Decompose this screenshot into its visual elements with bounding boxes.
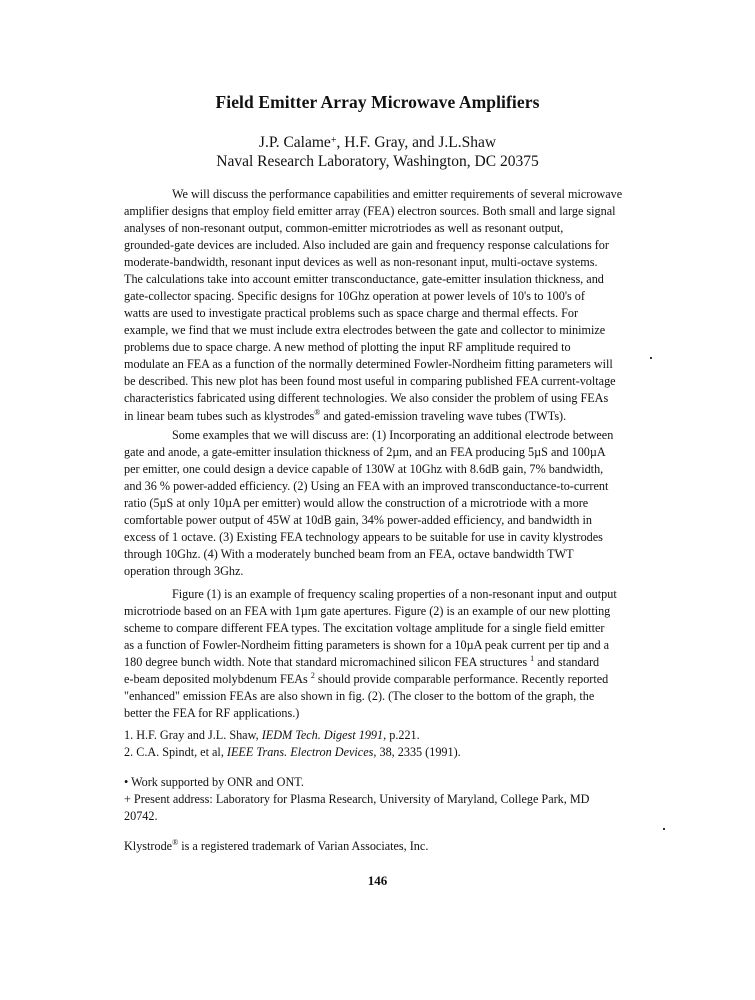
text-span: and gated-emission traveling wave tubes (TWTs). (320, 409, 567, 423)
registered-mark: ® (314, 408, 321, 417)
affiliation: Naval Research Laboratory, Washington, DC 20375 (216, 153, 539, 170)
text-line: comfortable power output of 45W at 10dB gain, 34% power-added efficiency, and bandwidth in (124, 513, 592, 527)
text-line: scheme to compare different FEA types. The excitation voltage amplitude for a single field emitter (124, 621, 605, 635)
citation-ref: 2 (310, 671, 315, 680)
text-line: gate and anode, a gate-emitter insulation thickness of 2µm, and an FEA producing 5µS and 100µA (124, 445, 606, 459)
text-line: gate-collector spacing. Specific designs for 10Ghz operation at power levels of 10's to 100's of (124, 289, 585, 303)
text-line: modulate an FEA as a function of the normally determined Fowler-Nordheim fitting parameters will (124, 357, 613, 371)
registered-mark: ® (172, 838, 179, 847)
footnote-address-cont: 20742. (124, 809, 158, 823)
author-footnote-mark: + (330, 135, 337, 146)
scan-speck (650, 357, 652, 359)
text-line: Some examples that we will discuss are: (1) Incorporating an additional electrode between (172, 428, 614, 442)
text-line: amplifier designs that employ field emitter array (FEA) electron sources. Both small and large signal (124, 204, 616, 218)
text-line: characteristics fabricated using different technologies. We also consider the problem of using FEAs (124, 391, 609, 405)
text-line (124, 408, 566, 424)
text-line (124, 671, 608, 687)
author-block (0, 133, 755, 171)
text-span: Klystrode (124, 839, 173, 853)
text-line: ratio (5µS at only 10µA per emitter) would allow the construction of a microtriode with a more (124, 496, 589, 510)
text-line (124, 654, 599, 670)
text-line: problems due to space charge. A new method of plotting the input RF amplitude required to (124, 340, 571, 354)
text-line: Figure (1) is an example of frequency scaling properties of a non-resonant input and output (172, 587, 617, 601)
text-span: should provide comparable performance. Recently reported (314, 672, 609, 686)
citation-ref: 1 (530, 654, 535, 663)
scan-speck (663, 828, 665, 830)
page-number: 146 (367, 873, 388, 888)
author-names-rest: , H.F. Gray, and J.L.Shaw (336, 134, 497, 151)
text-line: better the FEA for RF applications.) (124, 706, 300, 720)
text-span: , 38, 2335 (1991). (373, 745, 461, 759)
text-line: example, we find that we must include extra electrodes between the gate and collector to minimize (124, 323, 606, 337)
text-span: in linear beam tubes such as klystrodes (124, 409, 315, 423)
text-span: e-beam deposited molybdenum FEAs (124, 672, 311, 686)
text-line: watts are used to investigate practical problems such as space charge and thermal effects. For (124, 306, 579, 320)
trademark-note (124, 838, 428, 854)
text-line: "enhanced" emission FEAs are also shown in fig. (2). (The closer to the bottom of the graph, the (124, 689, 595, 703)
text-span: is a registered trademark of Varian Associates, Inc. (178, 839, 429, 853)
author-names (0, 133, 755, 152)
text-line: and 36 % power-added efficiency. (2) Using an FEA with an improved transconductance-to-current (124, 479, 609, 493)
text-line: The calculations take into account emitter transconductance, gate-emitter insulation thickness, and (124, 272, 604, 286)
text-line: grounded-gate devices are included. Also included are gain and frequency response calculations for (124, 238, 609, 252)
footnote-support: • Work supported by ONR and ONT. (124, 775, 304, 789)
text-line: analyses of non-resonant output, common-emitter microtriodes as well as resonant output, (124, 221, 564, 235)
text-span: and standard (534, 655, 600, 669)
author-names-first: J.P. Calame (258, 134, 331, 151)
text-line: be described. This new plot has been found most useful in comparing published FEA current-voltage (124, 374, 616, 388)
paper-title: Field Emitter Array Microwave Amplifiers (215, 92, 540, 112)
text-line: microtriode based on an FEA with 1µm gate apertures. Figure (2) is an example of our new plotting (124, 604, 611, 618)
text-line: moderate-bandwidth, resonant input devices as well as non-resonant input, multi-octave systems. (124, 255, 598, 269)
text-span: , p.221. (383, 728, 420, 742)
text-line: operation through 3Ghz. (124, 564, 244, 578)
footnote-address: + Present address: Laboratory for Plasma Research, University of Maryland, College Park, MD (124, 792, 590, 806)
text-line: as a function of Fowler-Nordheim fitting parameters is shown for a 10µA peak current per tip and a (124, 638, 609, 652)
journal-name: IEEE Trans. Electron Devices (226, 745, 374, 759)
journal-name: IEDM Tech. Digest 1991 (261, 728, 384, 742)
text-span: 1. H.F. Gray and J.L. Shaw, (124, 728, 262, 742)
reference-item (124, 727, 420, 743)
text-line: through 10Ghz. (4) With a moderately bunched beam from an FEA, octave bandwidth TWT (124, 547, 574, 561)
text-span: 2. C.A. Spindt, et al, (124, 745, 227, 759)
text-span: 180 degree bunch width. Note that standard micromachined silicon FEA structures (124, 655, 531, 669)
text-line: We will discuss the performance capabilities and emitter requirements of several microwave (172, 187, 623, 201)
reference-item (124, 744, 461, 760)
text-line: excess of 1 octave. (3) Existing FEA technology appears to be suitable for use in cavity klystrodes (124, 530, 603, 544)
text-line: per emitter, one could design a device capable of 130W at 10Ghz with 8.6dB gain, 7% bandwidth, (124, 462, 604, 476)
